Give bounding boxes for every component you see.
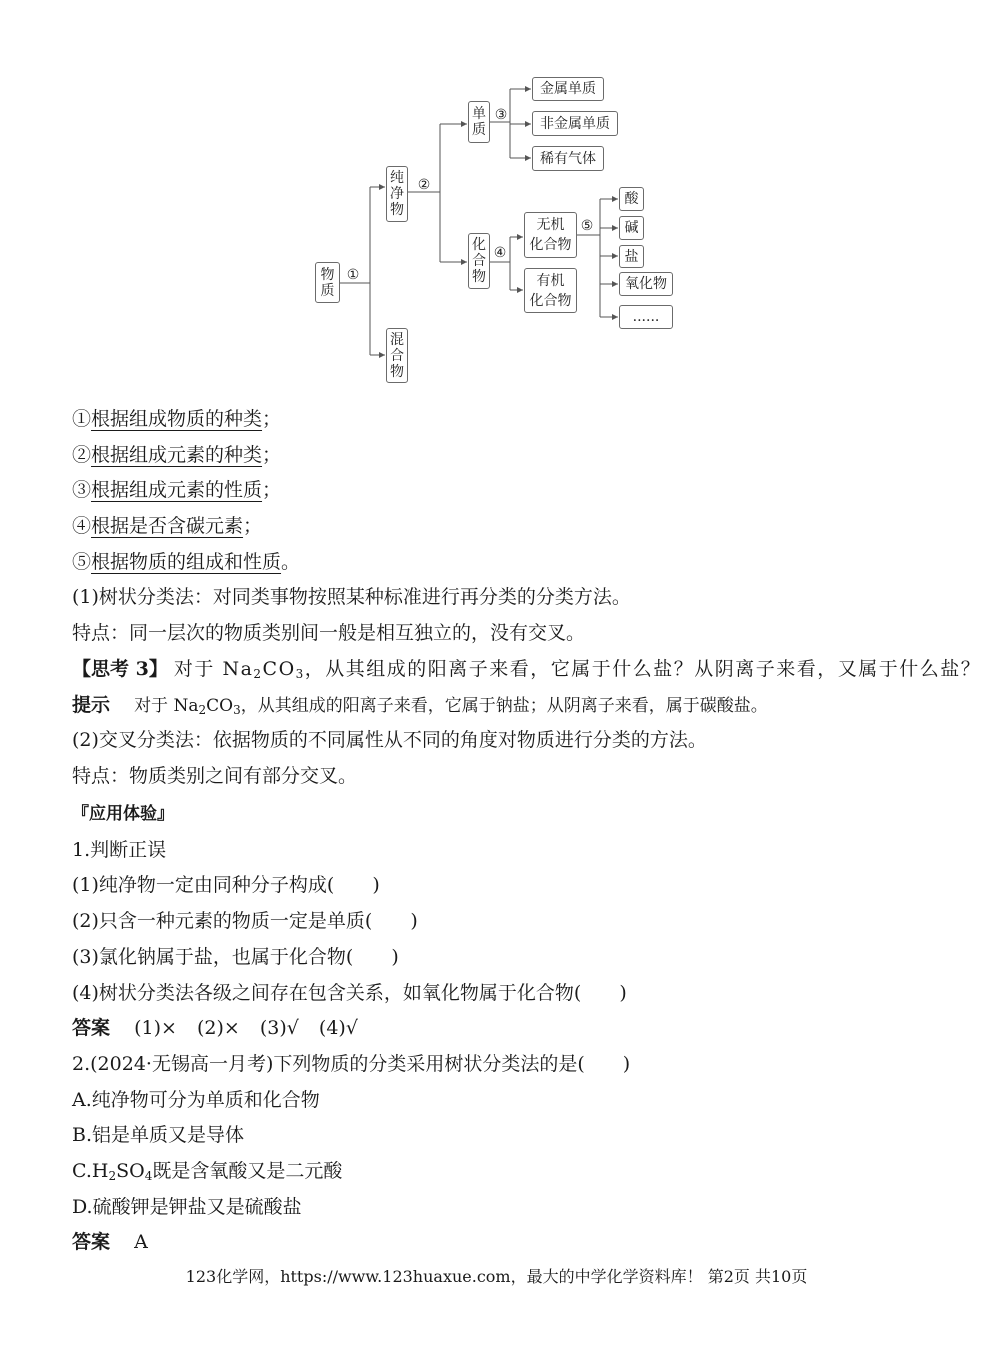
option-b: B.铝是单质又是导体	[72, 1124, 245, 1147]
step-marker-5: ⑤	[580, 218, 594, 234]
criterion-text: 根据组成元素的种类	[91, 443, 263, 466]
criterion-number: ②	[72, 443, 92, 466]
question-text: 下列物质的分类采用树状分类法的是( )	[273, 1052, 631, 1075]
classification-diagram	[0, 0, 993, 400]
node-inorganic-compound: 无机 化合物	[524, 212, 577, 258]
criterion-number: ④	[72, 515, 92, 538]
node-noble-gas: 稀有气体	[532, 146, 604, 171]
question-1-item: (1)纯净物一定由同种分子构成( )	[72, 874, 380, 897]
think-text: 对于 $Na_2CO_3$，从其组成的阳离子来看，它属于什么盐？从阴离子来看，又属于什么盐？	[173, 657, 982, 681]
footer-site: 123化学网，https://www.123huaxue.com，最大的中学化学资料库！	[185, 1267, 703, 1286]
question-1-item: (2)只含一种元素的物质一定是单质( )	[72, 910, 418, 933]
criterion-punct: ；	[262, 408, 282, 430]
question-2-answer	[72, 1225, 932, 1261]
think-label: 【思考 3】	[72, 657, 168, 680]
criterion-number: ③	[72, 479, 92, 502]
criterion-line-5	[72, 545, 932, 581]
formula-h2so4: $H_2SO_4$	[91, 1159, 153, 1183]
answer-value: (1)×	[134, 1017, 177, 1040]
criterion-line-2	[72, 438, 932, 474]
node-mixture: 混合物	[386, 328, 408, 383]
criterion-punct: ；	[262, 443, 282, 466]
step-marker-1: ①	[346, 267, 360, 283]
answer-value: A	[134, 1231, 148, 1254]
node-element: 单质	[468, 101, 490, 143]
answer-value: (2)×	[196, 1017, 240, 1040]
node-salt: 盐	[619, 245, 644, 268]
hint-text: 对于 $Na_2CO_3$，从其组成的阳离子来看，它属于钠盐；从阴离子来看，属于碳酸盐。	[134, 695, 768, 717]
criterion-text: 根据物质的组成和性质	[91, 550, 282, 573]
criterion-punct: 。	[281, 550, 301, 573]
question-source: (2024·无锡高一月考)	[90, 1052, 274, 1075]
criterion-number: ⑤	[72, 550, 92, 573]
diagram-connectors	[0, 0, 993, 400]
criterion-number: ①	[72, 408, 92, 430]
hint-line	[72, 688, 932, 724]
answer-value: (4)√	[318, 1017, 358, 1040]
tree-method-definition: (1)树状分类法：对同类事物按照某种标准进行再分类的分类方法。	[72, 586, 631, 609]
criterion-text: 根据是否含碳元素	[91, 515, 244, 538]
question-1-item: (4)树状分类法各级之间存在包含关系，如氧化物属于化合物( )	[72, 981, 627, 1004]
cross-method-definition: (2)交叉分类法：依据物质的不同属性从不同的角度对物质进行分类的方法。	[72, 729, 707, 752]
question-1-item: (3)氯化钠属于盐，也属于化合物( )	[72, 945, 399, 968]
think-question-3	[72, 652, 982, 688]
criterion-line-1	[72, 402, 932, 438]
step-marker-2: ②	[417, 177, 431, 193]
criterion-text: 根据组成物质的种类	[91, 408, 263, 430]
node-compound: 化合物	[468, 233, 490, 289]
formula-na2co3: $Na_2CO_3$	[173, 695, 241, 717]
option-d: D.硫酸钾是钾盐又是硫酸盐	[72, 1195, 302, 1218]
node-oxide: 氧化物	[619, 272, 673, 296]
formula-na2co3: $Na_2CO_3$	[222, 657, 305, 681]
answer-value: (3)√	[259, 1017, 299, 1040]
node-pure-substance: 纯净物	[386, 166, 408, 222]
option-c: $C.H_2SO_4$既是含氧酸又是二元酸	[72, 1159, 343, 1183]
hint-label: 提示	[72, 693, 111, 716]
node-organic-compound: 有机 化合物	[524, 268, 577, 313]
cross-method-feature: 特点：物质类别之间有部分交叉。	[72, 764, 358, 787]
question-1-answer	[72, 1011, 932, 1047]
criterion-line-3	[72, 473, 932, 509]
option-a: A.纯净物可分为单质和化合物	[72, 1088, 320, 1111]
criterion-punct: ；	[262, 479, 282, 502]
question-2-stem	[72, 1047, 932, 1083]
tree-method-feature: 特点：同一层次的物质类别间一般是相互独立的，没有交叉。	[72, 622, 586, 645]
criterion-text: 根据组成元素的性质	[91, 479, 263, 502]
section-heading: 『应用体验』	[72, 804, 174, 825]
content-body	[72, 402, 982, 1261]
node-acid: 酸	[619, 187, 644, 211]
step-marker-4: ④	[493, 245, 507, 261]
node-substance: 物质	[315, 262, 340, 303]
step-marker-3: ③	[494, 107, 508, 123]
answer-label: 答案	[72, 1231, 111, 1254]
question-number: 2.	[72, 1052, 91, 1075]
answer-label: 答案	[72, 1017, 111, 1040]
footer-page-number: 第2页 共10页	[707, 1267, 808, 1286]
node-more: ......	[619, 305, 673, 329]
criterion-punct: ；	[243, 515, 263, 538]
page-footer	[0, 1265, 993, 1289]
node-nonmetal-element: 非金属单质	[532, 111, 618, 136]
node-base: 碱	[619, 216, 644, 240]
question-1-title: 1.判断正误	[72, 838, 167, 861]
criterion-line-4	[72, 509, 932, 545]
node-metal-element: 金属单质	[532, 77, 604, 101]
